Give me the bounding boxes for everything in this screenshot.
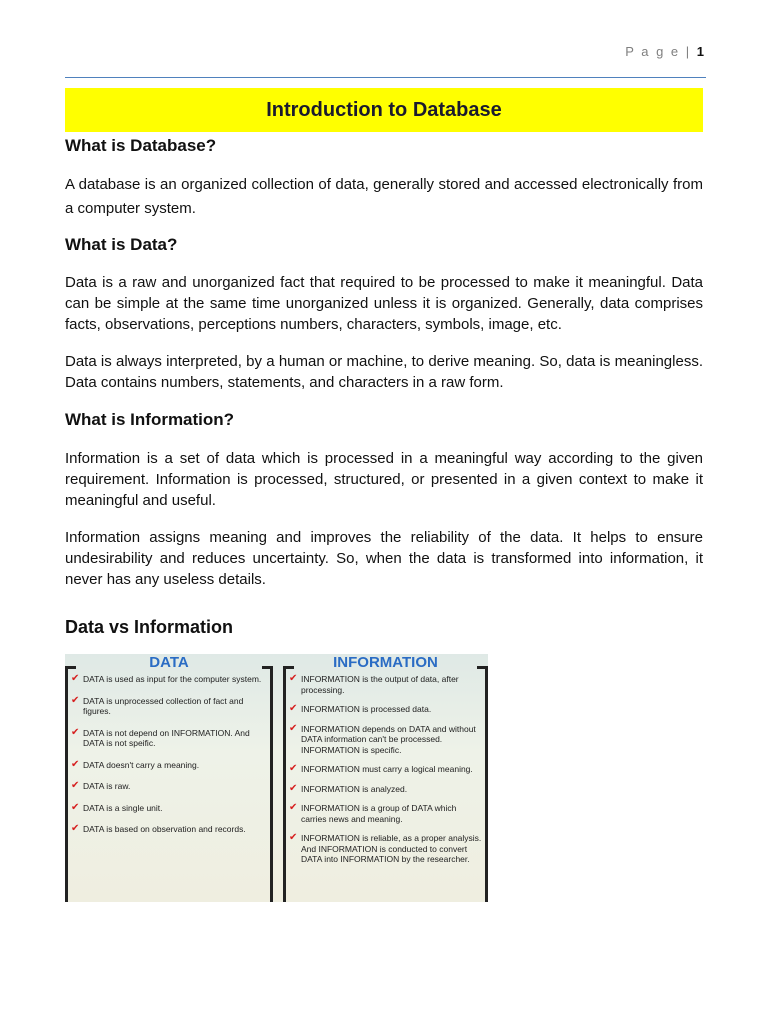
data-item-text: DATA is based on observation and records.: [83, 824, 246, 834]
data-item-text: DATA doesn't carry a meaning.: [83, 759, 200, 770]
data-item-text: DATA is unprocessed collection of fact and figures.: [83, 695, 244, 716]
header-rule: [65, 77, 706, 78]
check-icon: ✔: [71, 726, 80, 738]
paragraph-data-2: Data is always interpreted, by a human or machine, to derive meaning. So, data is meaningless. Data contains numbers, statements, and characters in a raw form.: [65, 353, 703, 391]
check-icon: ✔: [289, 763, 298, 774]
page-number: P a g e | 1: [625, 44, 704, 59]
document-body: [65, 88, 703, 902]
data-item-text: DATA is used as input for the computer system.: [83, 674, 262, 684]
check-icon: ✔: [289, 832, 298, 843]
information-item: [289, 833, 484, 865]
information-item: [289, 704, 484, 715]
information-item: [289, 803, 484, 824]
data-vs-information-figure: [65, 654, 488, 902]
information-item-text: INFORMATION is a group of DATA which carries news and meaning.: [301, 803, 457, 824]
check-icon: ✔: [289, 722, 298, 734]
bracket-right-inner: [283, 666, 294, 902]
bracket-right: [477, 666, 488, 902]
information-item-text: INFORMATION depends on DATA and without DATA information can't be processed. INFORMATION is specific.: [301, 723, 476, 755]
information-column: [283, 654, 488, 902]
data-item: [71, 803, 269, 814]
data-item: [71, 760, 269, 771]
heading-data-vs-information: Data vs Information: [65, 617, 234, 637]
check-icon: ✔: [71, 823, 80, 834]
bracket-left-inner: [262, 666, 273, 902]
check-icon: ✔: [289, 703, 298, 714]
paragraph-data-1: Data is a raw and unorganized fact that required to be processed to make it meaningful. Data can be simple at the same time unorganized unless it is organized. Generally, data comprises facts, observations, perceptions numbers, characters, symbols, image, etc.: [65, 274, 703, 333]
check-icon: ✔: [289, 673, 298, 684]
information-item: [289, 724, 484, 756]
information-item: [289, 764, 484, 775]
data-item: [71, 728, 269, 749]
data-column-header: DATA: [149, 654, 189, 671]
information-item-text: INFORMATION is analyzed.: [301, 783, 408, 794]
page-label: P a g e: [625, 44, 681, 59]
data-items-list: [65, 674, 273, 835]
document-title: Introduction to Database: [65, 88, 703, 132]
data-item-text: DATA is not depend on INFORMATION. And DATA is not speific.: [83, 727, 250, 748]
information-item-text: INFORMATION is processed data.: [301, 704, 432, 714]
check-icon: ✔: [289, 782, 298, 794]
data-item: [71, 674, 269, 685]
bracket-left: [65, 666, 76, 902]
information-item-text: INFORMATION must carry a logical meaning.: [301, 764, 473, 774]
check-icon: ✔: [71, 801, 80, 813]
heading-what-is-information: What is Information?: [65, 410, 235, 429]
check-icon: ✔: [71, 694, 80, 706]
information-column-header: INFORMATION: [333, 654, 438, 671]
paragraph-information-2: Information assigns meaning and improves the reliability of the data. It helps to ensure undesirability and reduces uncertainty. So, when the data is transformed into information, it never has any useless details.: [65, 529, 703, 588]
data-item: [71, 781, 269, 792]
check-icon: ✔: [289, 802, 298, 813]
heading-what-is-data: What is Data?: [65, 235, 178, 254]
page-number-value: 1: [696, 44, 704, 59]
data-item: [71, 696, 269, 717]
information-item: [289, 784, 484, 795]
heading-what-is-database: What is Database?: [65, 136, 217, 155]
data-item-text: DATA is raw.: [83, 781, 131, 791]
data-column: [65, 654, 273, 902]
information-items-list: [283, 674, 488, 865]
check-icon: ✔: [71, 673, 80, 684]
paragraph-database: A database is an organized collection of data, generally stored and accessed electronically from a computer system.: [65, 176, 703, 217]
check-icon: ✔: [71, 780, 80, 791]
data-item: [71, 824, 269, 835]
information-item: [289, 674, 484, 695]
check-icon: ✔: [71, 758, 80, 770]
information-item-text: INFORMATION is the output of data, after processing.: [301, 674, 459, 695]
data-item-text: DATA is a single unit.: [83, 802, 163, 813]
information-item-text: INFORMATION is reliable, as a proper analysis. And INFORMATION is conducted to convert DATA into INFORMATION by the researcher.: [301, 833, 482, 864]
paragraph-information-1: Information is a set of data which is processed in a meaningful way according to the given requirement. Information is processed, structured, or presented in a given context to make it meaningful and useful.: [65, 450, 703, 509]
